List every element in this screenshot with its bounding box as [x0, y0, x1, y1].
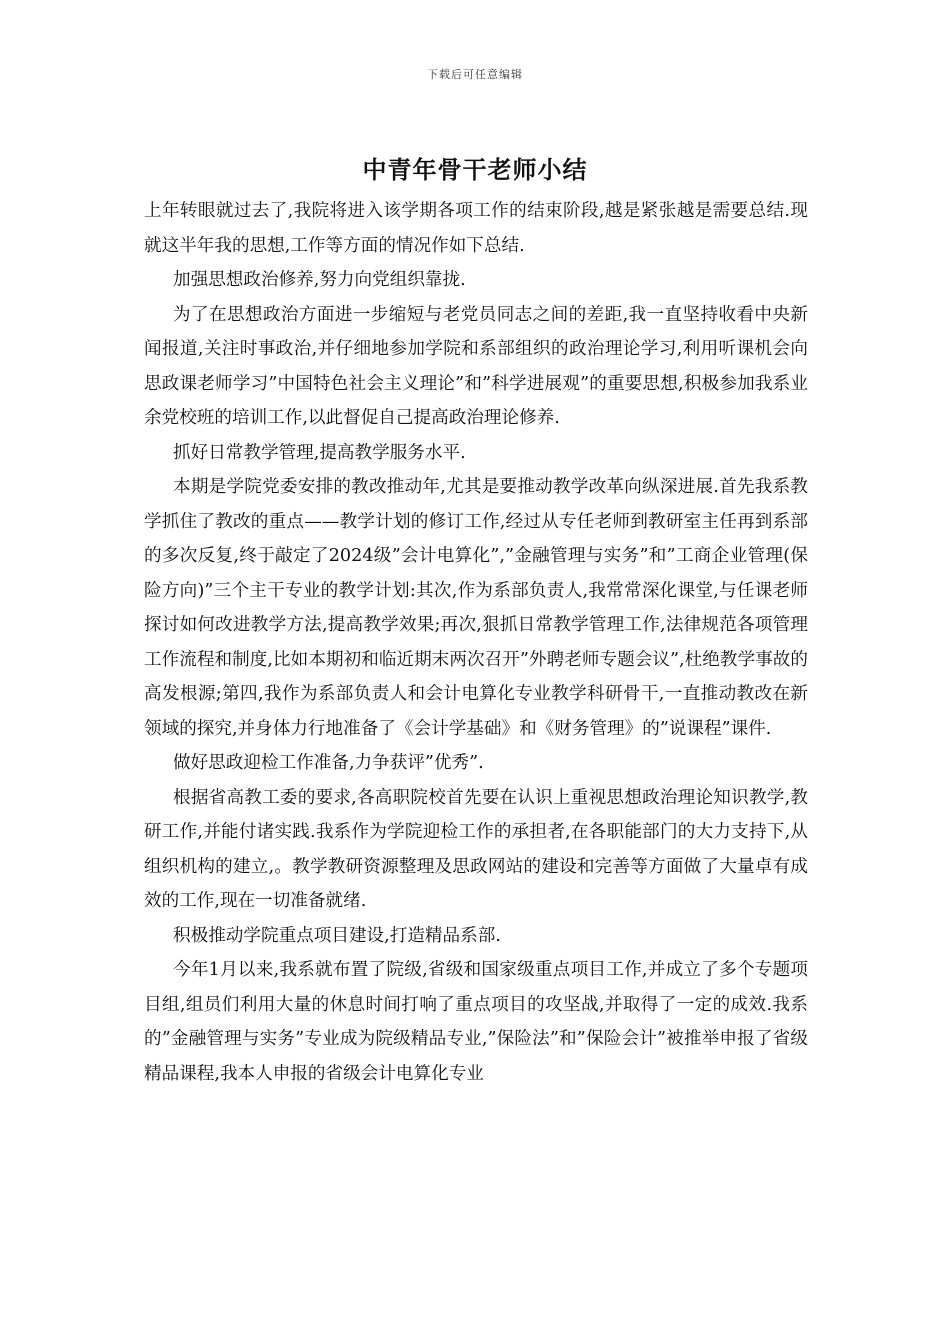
- paragraph-inspection: 根据省高教工委的要求,各高职院校首先要在认识上重视思想政治理论知识教学,教研工作,并能付诸实践.我系作为学院迎检工作的承担者,在各职能部门的大力支持下,从组织机构的建立,。教学教研资源整理及思政网站的建设和完善等方面做了大量卓有成效的工作,现在一切准备就绪.: [144, 787, 808, 911]
- document-body: [144, 194, 808, 1091]
- header-note: 下载后可任意编辑: [427, 68, 523, 81]
- paragraph-projects: 今年1月以来,我系就布置了院级,省级和国家级重点项目工作,并成立了多个专题项目组,组员们利用大量的休息时间打响了重点项目的攻坚战,并取得了一定的成效.我系的”金融管理与实务”专业成为院级精品专业,”保险法”和”保险会计”被推举申报了省级精品课程,我本人申报的省级会计电算化专业: [144, 960, 808, 1084]
- document-title: 中青年骨干老师小结: [362, 156, 588, 184]
- section-heading-inspection: 做好思政迎检工作准备,力争获评”优秀”.: [173, 753, 484, 773]
- paragraph-teaching: 本期是学院党委安排的教改推动年,尤其是要推动教学改革向纵深进展.首先我系教学抓住了教改的重点——教学计划的修订工作,经过从专任老师到教研室主任再到系部的多次反复,终于敲定了2024级”会计电算化”,”金融管理与实务”和”工商企业管理(保险方向)”三个主干专业的教学计划:其次,作为系部负责人,我常常深化课堂,与任课老师探讨如何改进教学方法,提高教学效果;再次,狠抓日常教学管理工作,法律规范各项管理工作流程和制度,比如本期初和临近期末两次召开”外聘老师专题会议”,杜绝教学事故的高发根源;第四,我作为系部负责人和会计电算化专业教学科研骨干,一直推动教改在新领域的探究,并身体力行地准备了《会计学基础》和《财务管理》的”说课程”课件.: [144, 477, 808, 739]
- section-heading-teaching: 抓好日常教学管理,提高教学服务水平.: [173, 442, 466, 463]
- section-heading-politics: 加强思想政治修养,努力向党组织靠拢.: [173, 270, 466, 290]
- section-heading-projects: 积极推动学院重点项目建设,打造精品系部.: [173, 925, 501, 946]
- paragraph-intro: 上年转眼就过去了,我院将进入该学期各项工作的结束阶段,越是紧张越是需要总结.现就这半年我的思想,工作等方面的情况作如下总结.: [144, 201, 808, 256]
- paragraph-politics: 为了在思想政治方面进一步缩短与老党员同志之间的差距,我一直坚持收看中央新闻报道,关注时事政治,并仔细地参加学院和系部组织的政治理论学习,利用听课机会向思政课老师学习”中国特色社会主义理论”和”科学进展观”的重要思想,积极参加我系业余党校班的培训工作,以此督促自己提高政治理论修养.: [144, 304, 808, 428]
